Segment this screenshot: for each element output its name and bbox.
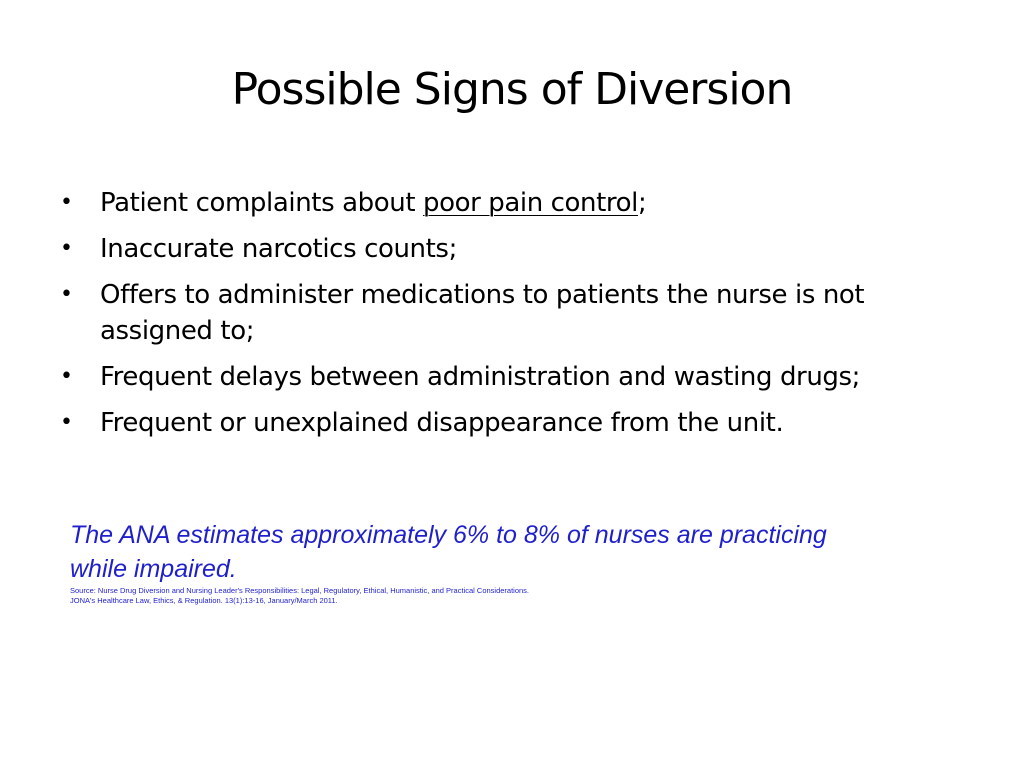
bullet-item [60,185,980,221]
source-line: Source: Nurse Drug Diversion and Nursing Leader's Responsibilities: Legal, Regulatory, Ethical, Humanistic, and Practical Considerations. [70,586,530,595]
bullet-icon: • [60,236,73,261]
bullet-text-suffix: ; [637,188,647,218]
bullet-item [60,231,980,267]
bullet-icon: • [60,190,73,215]
bullet-icon: • [60,410,73,435]
source-citation [70,586,770,606]
bullet-text: Frequent or unexplained disappearance from the unit. [100,408,784,438]
slide-title: Possible Signs of Diversion [231,64,793,115]
bullet-text: Frequent delays between administration and wasting drugs; [100,362,861,392]
ana-estimate-note: The ANA estimates approximately 6% to 8% of nurses are practicing while impaired. [70,521,827,583]
bullet-list [60,185,980,451]
source-line: JONA's Healthcare Law, Ethics, & Regulation. 13(1):13-16, January/March 2011. [70,596,338,605]
bullet-text: Offers to administer medications to patients the nurse is not assigned to; [100,280,865,346]
bullet-item [60,277,980,349]
bullet-icon: • [60,282,73,307]
bullet-text: Patient complaints about [100,188,423,218]
bullet-text: Inaccurate narcotics counts; [100,234,457,264]
bullet-item [60,359,980,395]
bullet-icon: • [60,364,73,389]
poor-pain-control-link[interactable]: poor pain control [422,188,638,218]
bullet-item [60,405,980,441]
